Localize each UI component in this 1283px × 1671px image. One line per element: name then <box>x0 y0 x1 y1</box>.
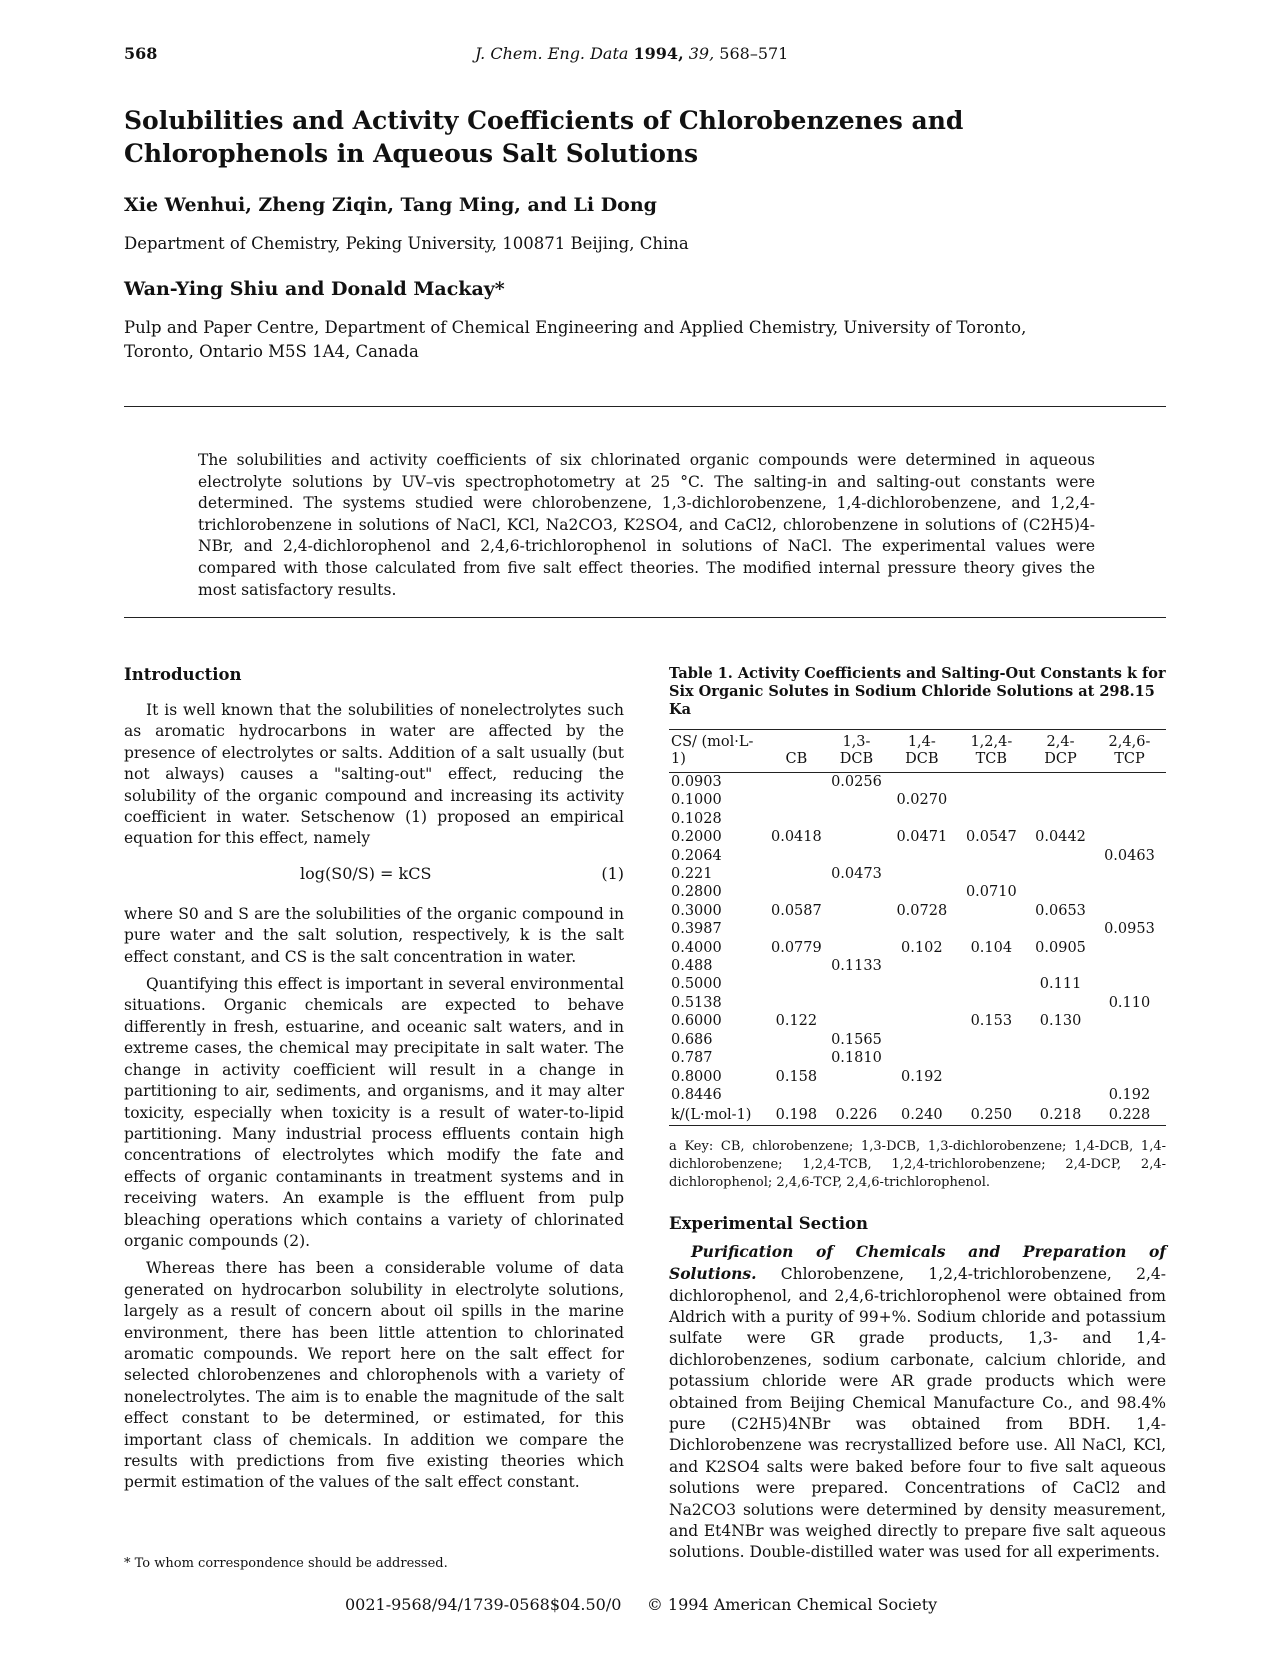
table-cell <box>955 1049 1029 1067</box>
abstract-bottom-rule <box>124 617 1166 618</box>
table-1-caption: Table 1. Activity Coefficients and Salting-Out Constants k for Six Organic Solutes in Sodium Chloride Solutions at 298.15 Ka <box>669 665 1166 718</box>
authors-group-2: Wan-Ying Shiu and Donald Mackay* <box>124 278 505 300</box>
table-cell <box>769 810 824 828</box>
table-cell: 0.240 <box>889 1104 954 1125</box>
table-cell <box>955 902 1029 920</box>
table-cell: 0.686 <box>671 1031 713 1048</box>
table-cell <box>1093 828 1166 846</box>
table-cell <box>889 810 954 828</box>
table-cell: 0.0953 <box>1104 921 1155 938</box>
table-cell: 0.5000 <box>671 976 722 993</box>
table-cell <box>824 883 889 901</box>
table-row <box>669 773 1166 792</box>
table-cell <box>889 773 954 792</box>
table-cell <box>955 773 1029 792</box>
experimental-heading: Experimental Section <box>669 1213 869 1233</box>
table-cell <box>1028 865 1093 883</box>
table-row <box>669 939 1166 957</box>
table-cell <box>955 865 1029 883</box>
table-cell: 0.0903 <box>671 774 722 790</box>
table-cell <box>1028 883 1093 901</box>
table-cell <box>1093 939 1166 957</box>
table-header-row <box>669 730 1166 773</box>
table-cell: 0.3987 <box>671 921 722 938</box>
table-cell <box>1093 1012 1166 1030</box>
table-cell: 0.0587 <box>771 902 822 919</box>
table-cell: 0.104 <box>970 939 1013 956</box>
table-cell <box>1028 1086 1093 1104</box>
table-cell <box>824 847 889 865</box>
table-cell <box>889 1031 954 1049</box>
table-cell: 0.5138 <box>671 994 722 1011</box>
table-cell: 0.2000 <box>671 829 722 846</box>
affiliation-2 <box>124 316 1026 364</box>
experimental-subheading: Purification of Chemicals and Preparation of Solutions. <box>669 1241 1166 1284</box>
page-number: 568 <box>124 44 158 63</box>
table-cell: 0.110 <box>1108 994 1151 1011</box>
table-cell: 0.6000 <box>671 1013 722 1030</box>
table-cell: 0.158 <box>775 1068 818 1085</box>
table-cell <box>1093 883 1166 901</box>
table-cell: 0.102 <box>901 939 943 956</box>
table-cell <box>1028 1049 1093 1067</box>
paper-title: Solubilities and Activity Coefficients of Chlorobenzenes and Chlorophenols in Aqueous Salt Solutions <box>124 106 964 168</box>
equation-number: (1) <box>601 863 624 883</box>
table-cell: 0.0463 <box>1104 847 1155 864</box>
table-cell: 0.0418 <box>771 829 822 846</box>
table-cell <box>769 920 824 938</box>
table-cell <box>955 810 1029 828</box>
table-row <box>669 920 1166 938</box>
table-cell: 0.8000 <box>671 1068 722 1085</box>
table-cell: 0.488 <box>671 958 713 975</box>
table-cell: 0.4000 <box>671 939 722 956</box>
table-cell <box>769 1031 824 1049</box>
correspondence-footnote: * To whom correspondence should be addressed. <box>124 1556 448 1571</box>
table-cell <box>824 791 889 809</box>
table-cell <box>1093 1031 1166 1049</box>
table-cell <box>1093 791 1166 809</box>
table-header-cell: 2,4,6- TCP <box>1093 730 1166 773</box>
table-cell <box>824 920 889 938</box>
table-cell <box>824 1068 889 1086</box>
table-cell: 0.0473 <box>831 866 882 883</box>
table-cell <box>824 975 889 993</box>
table-cell: 0.1565 <box>831 1031 882 1048</box>
table-header-cell: CB <box>769 730 824 773</box>
table-cell <box>769 957 824 975</box>
abstract-top-rule <box>124 406 1166 407</box>
table-cell <box>889 920 954 938</box>
table-cell <box>889 994 954 1012</box>
table-cell <box>955 847 1029 865</box>
affiliation-1: Department of Chemistry, Peking University, 100871 Beijing, China <box>124 234 689 253</box>
table-cell: 0.192 <box>901 1068 943 1085</box>
table-cell <box>1028 957 1093 975</box>
table-cell: 0.192 <box>1108 1086 1151 1103</box>
table-row <box>669 1049 1166 1067</box>
introduction-heading: Introduction <box>124 665 242 684</box>
table-row <box>669 810 1166 828</box>
table-header-cell: 1,4- DCB <box>889 730 954 773</box>
table-cell: 0.153 <box>970 1013 1013 1030</box>
table-cell <box>1028 1068 1093 1086</box>
intro-paragraph-2: where S0 and S are the solubilities of the organic compound in pure water and the salt solution, respectively, k is the salt effect constant, and CS is the salt concentration in water. <box>124 904 624 966</box>
table-cell <box>769 975 824 993</box>
table-cell: 0.2064 <box>671 847 722 864</box>
authors-group-1: Xie Wenhui, Zheng Ziqin, Tang Ming, and Li Dong <box>124 194 657 216</box>
table-cell <box>1028 920 1093 938</box>
table-cell <box>824 994 889 1012</box>
table-cell <box>824 1012 889 1030</box>
table-cell <box>1028 847 1093 865</box>
table-cell <box>889 957 954 975</box>
table-cell: 0.198 <box>769 1104 824 1125</box>
experimental-text: Chlorobenzene, 1,2,4-trichlorobenzene, 2,4-dichlorophenol, and 2,4,6-trichlorophenol were obtained from Aldrich with a purity of 99+%. Sodium chloride and potassium sulfate were GR grade products, 1,3- and 1,4-dichlorobenzenes, sodium carbonate, calcium chloride, and potassium chloride were AR grade products which were obtained from Beijing Chemical Manufacture Co., and 98.4% pure (C2H5)4NBr was obtained from BDH. 1,4-Dichlorobenzene was recrystallized before use. All NaCl, KCl, and K2SO4 salts were baked before four to five salt aqueous solutions were prepared. Concentrations of CaCl2 and Na2CO3 solutions were determined by density measurement, and Et4NBr was weighed directly to prepare five salt aqueous solutions. Double-distilled water was used for all experiments. <box>669 1265 1166 1562</box>
table-cell <box>955 957 1029 975</box>
table-cell <box>889 1049 954 1067</box>
table-cell: 0.3000 <box>671 902 722 919</box>
table-row <box>669 1086 1166 1104</box>
page-footer <box>345 1595 965 1614</box>
table-cell <box>889 975 954 993</box>
table-row <box>669 975 1166 993</box>
table-cell <box>889 865 954 883</box>
affiliation-2-line-2: Toronto, Ontario M5S 1A4, Canada <box>124 342 419 361</box>
table-cell <box>1093 810 1166 828</box>
experimental-paragraph-1 <box>669 1241 1166 1564</box>
table-cell <box>955 920 1029 938</box>
table-row <box>669 1031 1166 1049</box>
table-cell: 0.0471 <box>896 829 948 846</box>
table-cell <box>955 994 1029 1012</box>
table-cell: 0.0256 <box>831 774 882 790</box>
table-cell: 0.1133 <box>831 958 882 975</box>
table-cell <box>769 865 824 883</box>
table-cell <box>769 791 824 809</box>
table-cell: 0.250 <box>955 1104 1029 1125</box>
table-1 <box>669 729 1166 1126</box>
table-cell: k/(L·mol-1) <box>669 1104 769 1125</box>
table-cell <box>955 975 1029 993</box>
table-cell <box>769 773 824 792</box>
journal-pages: 568–571 <box>719 44 789 63</box>
table-cell: 0.1810 <box>831 1050 882 1067</box>
table-cell <box>769 1086 824 1104</box>
equation-1 <box>124 850 624 900</box>
table-cell <box>769 1049 824 1067</box>
table-cell <box>824 1086 889 1104</box>
table-row <box>669 791 1166 809</box>
table-cell <box>1093 773 1166 792</box>
equation-body: log(S0/S) = kCS <box>300 863 432 883</box>
table-row <box>669 865 1166 883</box>
table-cell <box>955 791 1029 809</box>
table-cell <box>889 1086 954 1104</box>
table-cell: 0.0270 <box>896 792 948 809</box>
intro-paragraph-1: It is well known that the solubilities of nonelectrolytes such as aromatic hydrocarbons in water are affected by the presence of electrolytes or salts. Addition of a salt usually (but not always) causes a "salting-out" effect, reducing the solubility of the organic compound and increasing its activity coefficient in water. Setschenow (1) proposed an empirical equation for this effect, namely <box>124 701 624 848</box>
table-row <box>669 883 1166 901</box>
table-row <box>669 847 1166 865</box>
table-cell <box>889 883 954 901</box>
table-cell <box>824 939 889 957</box>
table-cell <box>955 1086 1029 1104</box>
table-cell: 0.0779 <box>771 939 822 956</box>
table-cell: 0.787 <box>671 1050 713 1067</box>
table-cell <box>889 1012 954 1030</box>
article-code: 0021-9568/94/1739-0568$04.50/0 <box>345 1595 622 1614</box>
right-column <box>669 665 1166 1564</box>
table-1-body <box>669 773 1166 1126</box>
journal-citation <box>475 44 788 63</box>
table-cell <box>955 1031 1029 1049</box>
table-cell <box>1028 1031 1093 1049</box>
copyright-notice: © 1994 American Chemical Society <box>646 1595 938 1614</box>
table-cell <box>1093 1068 1166 1086</box>
table-row <box>669 994 1166 1012</box>
left-column <box>124 665 624 1494</box>
table-cell <box>1093 957 1166 975</box>
table-header-cell: 2,4- DCP <box>1028 730 1093 773</box>
table-cell: 0.2800 <box>671 884 722 901</box>
table-cell: 0.130 <box>1039 1013 1082 1030</box>
table-cell <box>769 847 824 865</box>
table-1-key: a Key: CB, chlorobenzene; 1,3-DCB, 1,3-dichlorobenzene; 1,4-DCB, 1,4-dichlorobenzene; 1,2,4-TCB, 1,2,4-trichlorobenzene; 2,4-DCP, 2,4-dichlorophenol; 2,4,6-TCP, 2,4,6-trichlorophenol. <box>669 1138 1166 1190</box>
table-cell: 0.221 <box>671 866 713 883</box>
table-cell <box>769 883 824 901</box>
table-cell <box>1093 1049 1166 1067</box>
table-row <box>669 828 1166 846</box>
intro-paragraph-4: Whereas there has been a considerable volume of data generated on hydrocarbon solubility in electrolyte solutions, largely as a result of concern about oil spills in the marine environment, there has been little attention to chlorinated aromatic compounds. We report here on the salt effect for selected chlorobenzenes and chlorophenols with a variety of nonelectrolytes. The aim is to enable the magnitude of the salt effect constant to be determined, or estimated, for this important class of chemicals. In addition we compare the results with predictions from five existing theories which permit estimation of the values of the salt effect constant. <box>124 1259 624 1492</box>
table-header-cell: 1,3- DCB <box>824 730 889 773</box>
table-row <box>669 957 1166 975</box>
journal-name: J. Chem. Eng. Data <box>475 44 629 63</box>
table-cell: 0.0547 <box>965 829 1017 846</box>
table-cell: 0.1000 <box>671 792 722 809</box>
table-cell <box>824 902 889 920</box>
table-cell <box>1093 902 1166 920</box>
table-cell <box>1028 773 1093 792</box>
table-cell <box>1028 810 1093 828</box>
table-row <box>669 1012 1166 1030</box>
table-cell <box>824 810 889 828</box>
table-cell: 0.228 <box>1093 1104 1166 1125</box>
affiliation-2-line-1: Pulp and Paper Centre, Department of Chemical Engineering and Applied Chemistry, University of Toronto, <box>124 318 1027 337</box>
table-cell <box>1028 994 1093 1012</box>
table-row <box>669 902 1166 920</box>
table-cell <box>1028 791 1093 809</box>
table-header-cell: CS/ (mol·L-1) <box>669 730 769 773</box>
table-cell: 0.122 <box>775 1013 818 1030</box>
journal-volume: 39, <box>688 44 715 63</box>
table-header-cell: 1,2,4- TCB <box>955 730 1029 773</box>
table-cell: 0.0442 <box>1035 829 1086 846</box>
table-cell: 0.111 <box>1039 976 1082 993</box>
table-cell: 0.0653 <box>1035 902 1086 919</box>
table-cell <box>1093 865 1166 883</box>
table-row <box>669 1104 1166 1125</box>
journal-year: 1994, <box>633 44 684 63</box>
table-cell: 0.0710 <box>965 884 1017 901</box>
table-cell: 0.226 <box>824 1104 889 1125</box>
table-cell: 0.0905 <box>1035 939 1086 956</box>
abstract: The solubilities and activity coefficients of six chlorinated organic compounds were determined in aqueous electrolyte solutions by UV–vis spectrophotometry at 25 °C. The salting-in and salting-out constants were determined. The systems studied were chlorobenzene, 1,3-dichlorobenzene, 1,4-dichlorobenzene, and 1,2,4-trichlorobenzene in solutions of NaCl, KCl, Na2CO3, K2SO4, and CaCl2, chlorobenzene in solutions of (C2H5)4-NBr, and 2,4-dichlorophenol and 2,4,6-trichlorophenol in solutions of NaCl. The experimental values were compared with those calculated from five salt effect theories. The modified internal pressure theory gives the most satisfactory results. <box>198 451 1095 599</box>
table-cell <box>955 1068 1029 1086</box>
table-cell: 0.1028 <box>671 810 722 827</box>
table-cell: 0.0728 <box>896 902 948 919</box>
table-cell <box>824 828 889 846</box>
table-cell: 0.8446 <box>671 1086 722 1103</box>
table-cell <box>1093 975 1166 993</box>
table-row <box>669 1068 1166 1086</box>
table-cell: 0.218 <box>1028 1104 1093 1125</box>
table-cell <box>769 994 824 1012</box>
intro-paragraph-3: Quantifying this effect is important in several environmental situations. Organic chemicals are expected to behave differently in fresh, estuarine, and oceanic salt waters, and in extreme cases, the chemical may precipitate in salt water. The change in activity coefficient will result in a change in partitioning to air, sediments, and organisms, and it may alter toxicity, especially when toxicity is a result of water-to-lipid partitioning. Many industrial process effluents contain high concentrations of electrolytes which modify the fate and effects of organic contaminants in treatment systems and in receiving waters. An example is the effluent from pulp bleaching operations which contains a variety of chlorinated organic compounds (2). <box>124 975 624 1250</box>
table-cell <box>889 847 954 865</box>
